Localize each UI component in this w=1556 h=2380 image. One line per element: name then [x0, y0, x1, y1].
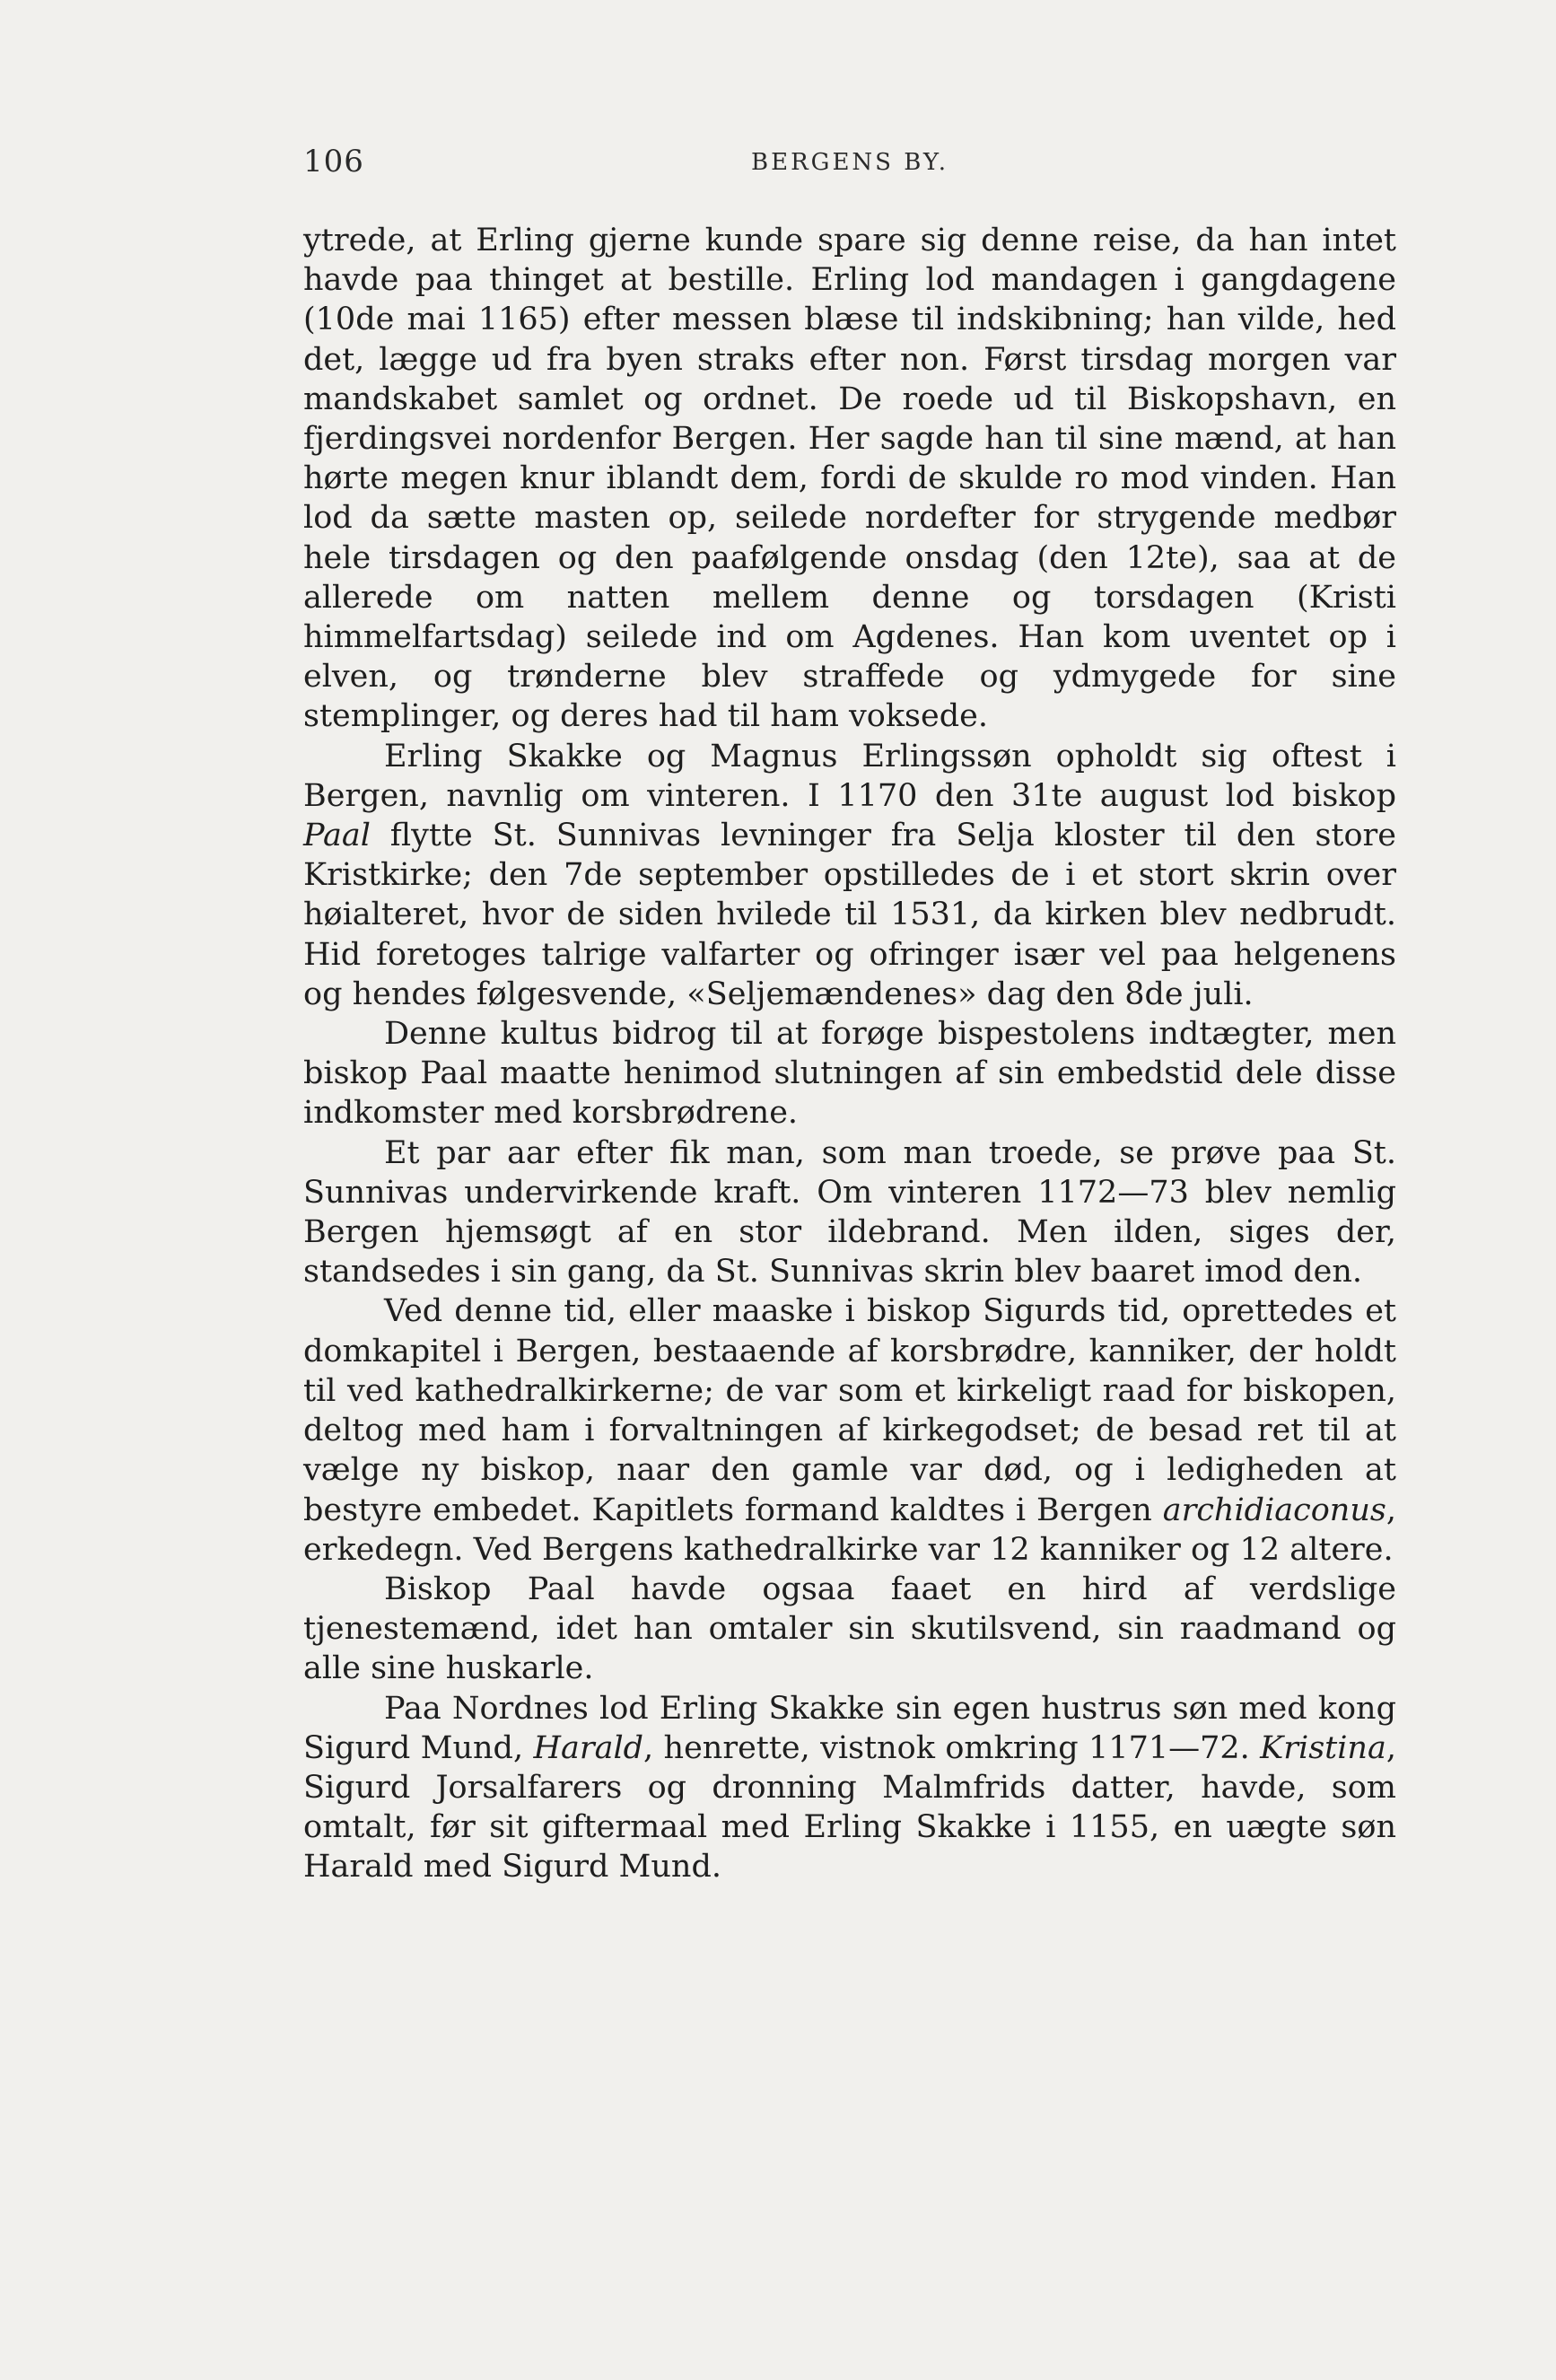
paragraph-2-text-a: Erling Skakke og Magnus Erlingssøn opholdt sig oftest i Bergen, navnlig om vinteren. I 1170 den 31te august lod biskop: [303, 738, 1396, 814]
name-kristina-italic: Kristina: [1260, 1729, 1386, 1766]
paragraph-7-text-c: , Sigurd Jorsalfarers og dronning Malmfrids datter, havde, som omtalt, før sit giftermaal med Erling Skakke i 1155, en uægte søn Harald med Sigurd Mund.: [303, 1729, 1396, 1886]
paragraph-4: Et par aar efter fik man, som man troede, se prøve paa St. Sunnivas undervirkende kraft. Om vinteren 1172—73 blev nemlig Bergen hjemsøgt af en stor ildebrand. Men ilden, siges der, standsedes i sin gang, da St. Sunnivas skrin blev baaret imod den.: [303, 1134, 1396, 1291]
paragraph-3: Denne kultus bidrog til at forøge bispestolens indtægter, men biskop Paal maatte henimod slutningen af sin embedstid dele disse indkomster med korsbrødrene.: [303, 1016, 1396, 1132]
page-header: [303, 144, 1396, 188]
running-head: BERGENS BY.: [751, 149, 948, 176]
paragraph-2: [303, 737, 1396, 1014]
paragraph-5-text-a: Ved denne tid, eller maaske i biskop Sigurds tid, oprettedes et domkapitel i Bergen, bestaaende af korsbrødre, kanniker, der holdt til ved kathedralkirkerne; de var som et kirkeligt raad for biskopen, deltog med ham i forvaltningen af kirkegodset; de besad ret til at vælge ny biskop, naar den gamle var død, og i ledigheden at bestyre embedet. Kapitlets formand kaldtes i Bergen: [303, 1293, 1396, 1528]
paragraph-6: Biskop Paal havde ogsaa faaet en hird af verdslige tjenestemænd, idet han omtaler sin skutilsvend, sin raadmand og alle sine huskarle.: [303, 1571, 1396, 1687]
name-harald-italic: Harald: [533, 1729, 644, 1766]
paragraph-5: [303, 1291, 1396, 1569]
paragraph-2-text-b: flytte St. Sunnivas levninger fra Selja kloster til den store Kristkirke; den 7de september opstilledes de i et stort skrin over høialteret, hvor de siden hvilede til 1531, da kirken blev nedbrudt. Hid foretoges talrige valfarter og ofringer især vel paa helgenens og hendes følgesvende, «Seljemændenes» dag den 8de juli.: [303, 818, 1396, 1012]
page-number: 106: [303, 144, 364, 179]
paragraph-1: ytrede, at Erling gjerne kunde spare sig denne reise, da han intet havde paa thinget at bestille. Erling lod mandagen i gangdagene (10de mai 1165) efter messen blæse til indskibning; han vilde, hed det, lægge ud fra byen straks efter non. Først tirsdag morgen var mandskabet samlet og ordnet. De roede ud til Biskopshavn, en fjerdingsvei nordenfor Bergen. Her sagde han til sine mænd, at han hørte megen knur iblandt dem, fordi de skulde ro mod vinden. Han lod da sætte masten op, seilede nordefter for strygende medbør hele tirsdagen og den paafølgende onsdag (den 12te), saa at de allerede om natten mellem denne og torsdagen (Kristi himmelfartsdag) seilede ind om Agdenes. Han kom uventet op i elven, og trønderne blev straffede og ydmygede for sine stemplinger, og deres had til ham voksede.: [303, 223, 1396, 735]
name-paal-italic: Paal: [303, 818, 371, 854]
paragraph-7: [303, 1689, 1396, 1887]
body-text: [303, 221, 1396, 1887]
paragraph-5-text-b: , erkedegn. Ved Bergens kathedralkirke var 12 kanniker og 12 altere.: [303, 1492, 1396, 1568]
paragraph-7-text-a: Paa Nordnes lod Erling Skakke sin egen hustrus søn med kong Sigurd Mund,: [303, 1690, 1396, 1766]
term-archidiaconus-italic: archidiaconus: [1162, 1492, 1386, 1528]
paragraph-7-text-b: , henrette, vistnok omkring 1171—72.: [643, 1729, 1261, 1766]
